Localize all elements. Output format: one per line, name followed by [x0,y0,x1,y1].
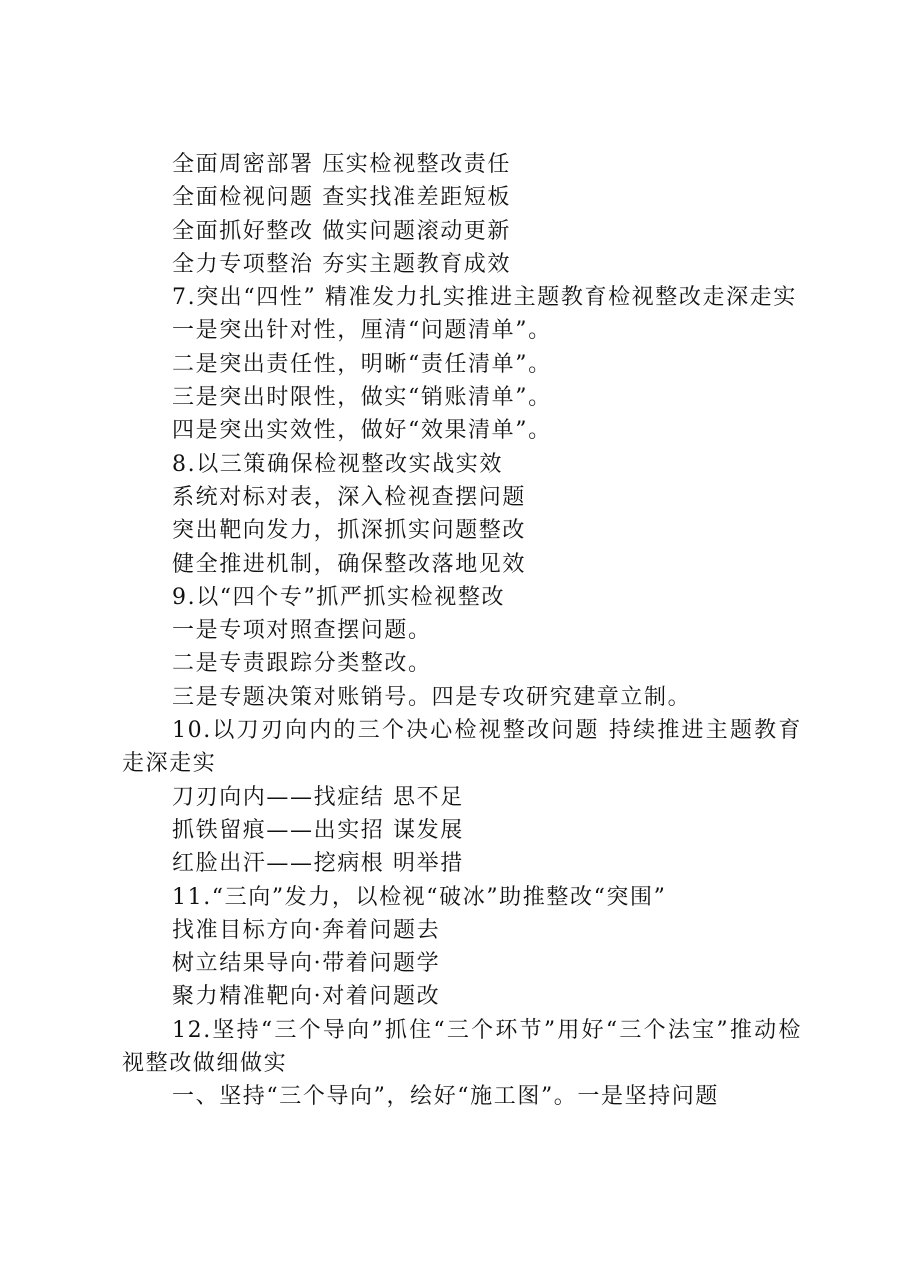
text-line: 全面周密部署 压实检视整改责任 [172,152,511,177]
text-line: 一、坚持“三个导向”，绘好“施工图”。一是坚持问题 [172,1084,719,1110]
text-line: 二是专责跟踪分类整改。 [172,651,432,677]
section-heading-11: 11.“三向”发力，以检视“破冰”助推整改“突围” [172,884,667,910]
text-line: 树立结果导向·带着问题学 [172,951,441,977]
document-body [122,148,802,1114]
section-heading-8: 8.以三策确保检视整改实战实效 [172,451,503,477]
text-line: 刀刃向内——找症结 思不足 [172,784,464,810]
section-heading-12: 12.坚持“三个导向”抓住“三个环节”用好“三个法宝”推动检视整改做细做实 [122,1017,802,1077]
section-heading-9: 9.以“四个专”抓严抓实检视整改 [172,584,506,610]
section-heading-7: 7.突出“四性” 精准发力扎实推进主题教育检视整改走深走实 [172,285,797,311]
text-line: 一是突出针对性，厘清“问题清单”。 [172,318,552,344]
text-line: 突出靶向发力，抓深抓实问题整改 [172,518,527,544]
text-line: 四是突出实效性，做好“效果清单”。 [172,418,552,444]
text-line: 聚力精准靶向·对着问题改 [172,984,441,1010]
text-line: 系统对标对表，深入检视查摆问题 [172,484,527,510]
text-line: 找准目标方向·奔着问题去 [172,917,441,943]
text-line: 一是专项对照查摆问题。 [172,618,432,644]
text-line: 三是专题决策对账销号。四是专攻研究建章立制。 [172,684,692,710]
text-line: 红脸出汗——挖病根 明举措 [172,851,464,877]
text-line: 健全推进机制，确保整改落地见效 [172,551,527,577]
text-line: 全力专项整治 夯实主题教育成效 [172,251,511,277]
text-line: 全面检视问题 查实找准差距短板 [172,185,511,211]
text-line: 全面抓好整改 做实问题滚动更新 [172,218,511,244]
text-line: 二是突出责任性，明晰“责任清单”。 [172,351,552,377]
text-line: 抓铁留痕——出实招 谋发展 [172,817,464,843]
text-line: 三是突出时限性，做实“销账清单”。 [172,385,552,411]
section-heading-10: 10.以刀刃向内的三个决心检视整改问题 持续推进主题教育走深走实 [122,718,802,777]
